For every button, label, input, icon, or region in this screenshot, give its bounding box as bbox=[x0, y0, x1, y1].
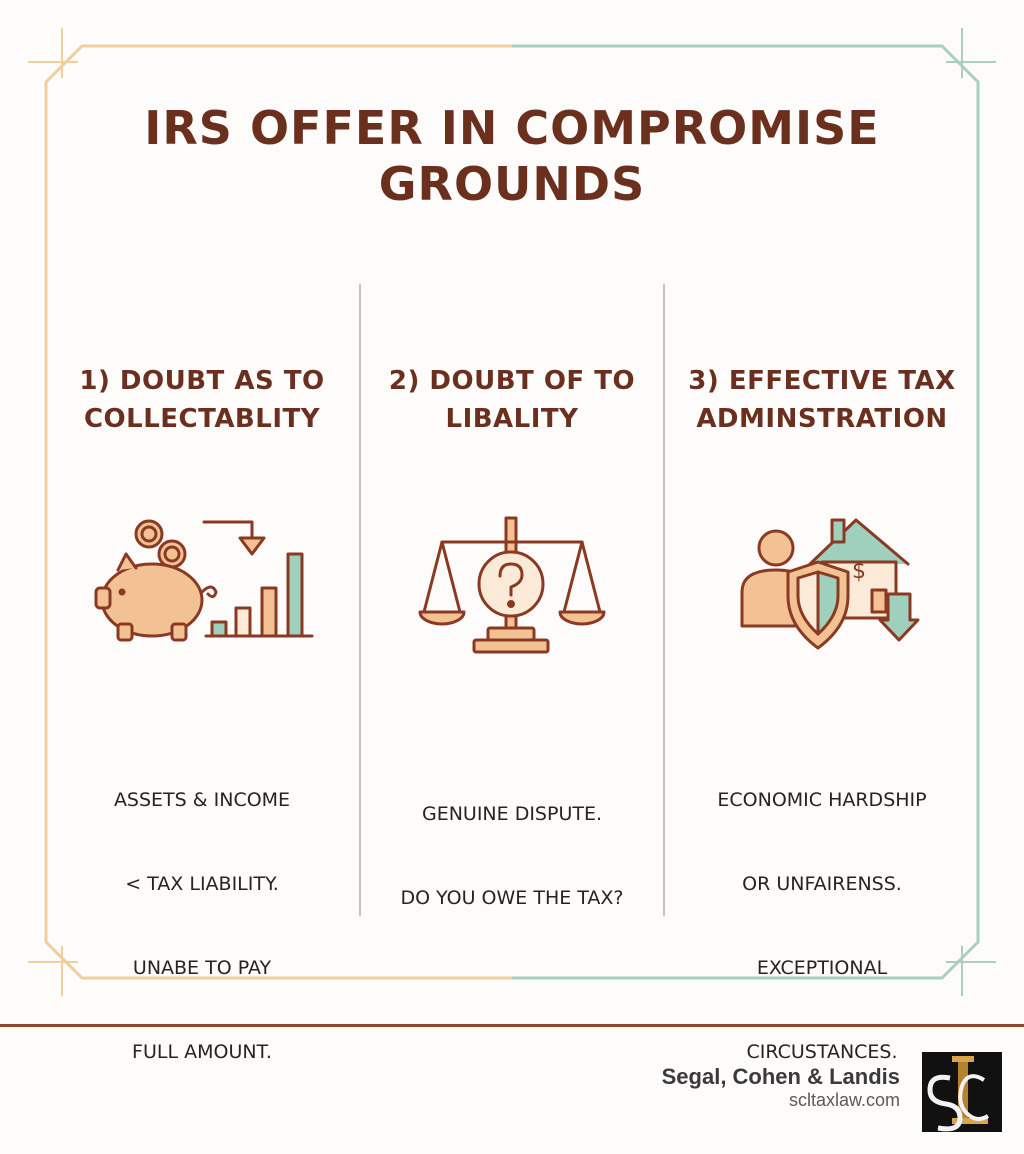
scl-monogram-logo bbox=[922, 1052, 1002, 1132]
column-collectability bbox=[52, 362, 352, 438]
desc-line: CIRCUSTANCES. bbox=[746, 1041, 898, 1063]
footer-divider bbox=[0, 1024, 1024, 1027]
desc-line: DO YOU OWE THE TAX? bbox=[400, 887, 624, 909]
desc-line: < TAX LIABILITY. bbox=[125, 873, 279, 895]
heading-line-2: LIBALITY bbox=[445, 404, 579, 434]
brand-url[interactable]: scltaxlaw.com bbox=[788, 1090, 900, 1110]
svg-text:$: $ bbox=[852, 559, 866, 584]
desc-line: ASSETS & INCOME bbox=[113, 789, 291, 811]
desc-line: UNABE TO PAY bbox=[132, 957, 272, 979]
heading-line-1: 3) EFFECTIVE TAX bbox=[688, 366, 956, 396]
piggy-bank-chart-icon bbox=[90, 512, 320, 651]
person-shield-house-icon bbox=[736, 512, 922, 660]
desc-line: GENUINE DISPUTE. bbox=[421, 803, 603, 825]
column-description bbox=[672, 730, 972, 1094]
scales-question-icon bbox=[416, 512, 608, 664]
heading-line-1: 2) DOUBT OF TO bbox=[388, 366, 636, 396]
desc-line: ECONOMIC HARDSHIP bbox=[717, 789, 927, 811]
column-liability bbox=[362, 362, 662, 438]
page-title bbox=[0, 100, 1024, 212]
column-description bbox=[52, 730, 352, 1094]
heading-line-2: ADMINSTRATION bbox=[696, 404, 948, 434]
heading-line-2: COLLECTABLITY bbox=[83, 404, 321, 434]
column-tax-administration bbox=[672, 362, 972, 438]
column-heading bbox=[362, 362, 662, 438]
column-divider-1 bbox=[359, 284, 361, 916]
column-heading bbox=[52, 362, 352, 438]
desc-line: OR UNFAIRENSS. bbox=[742, 873, 902, 895]
title-line-1: IRS OFFER IN COMPROMISE bbox=[144, 101, 880, 155]
column-description bbox=[362, 744, 662, 940]
column-heading bbox=[672, 362, 972, 438]
desc-line: FULL AMOUNT. bbox=[132, 1041, 272, 1063]
column-divider-2 bbox=[663, 284, 665, 916]
brand-name: Segal, Cohen & Landis bbox=[661, 1064, 900, 1089]
title-line-2: GROUNDS bbox=[378, 157, 646, 211]
heading-line-1: 1) DOUBT AS TO bbox=[79, 366, 325, 396]
desc-line: EXCEPTIONAL bbox=[756, 957, 888, 979]
